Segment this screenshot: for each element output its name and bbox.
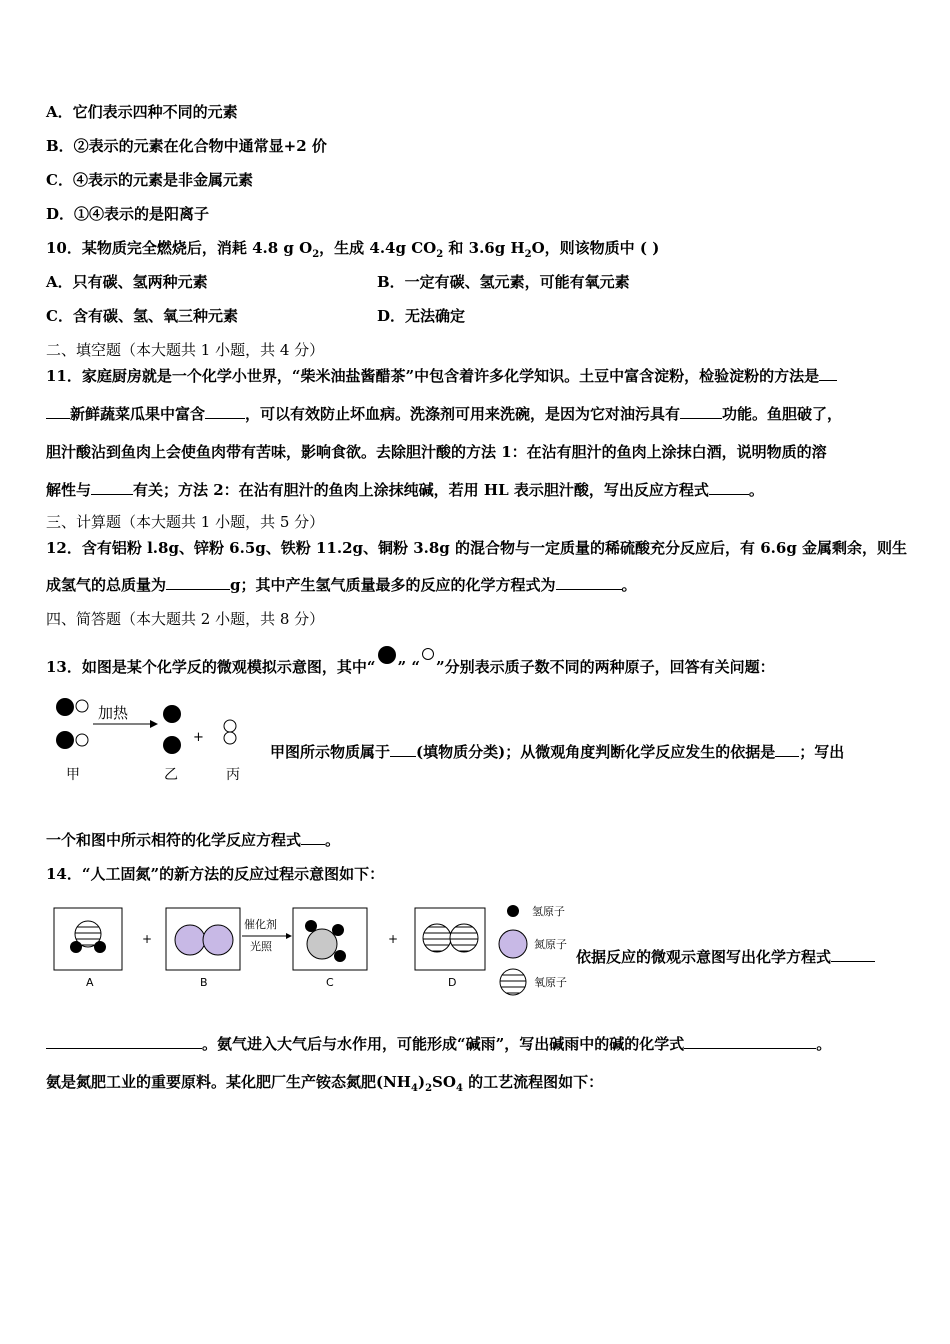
legend-oxygen: 氧原子 [534,976,567,989]
box-b [166,908,240,970]
q14-reaction-diagram [48,900,578,1000]
q14-line-2: 依据反应的微观示意图写出化学方程式 [576,947,875,967]
legend [499,904,567,995]
box-a [54,908,122,970]
q13-line-1: 13．如图是某个化学反的微观模拟示意图，其中“ ” “ ”分别表示质子数不同的两种原子，回答有关问题： [46,646,775,677]
plus-1: + [142,932,153,946]
q10-option-b: B．一定有碳、氢元素，可能有氧元素 [377,273,630,291]
legend-oxygen-icon [500,969,526,995]
box-d [415,908,485,970]
label-c: C [326,976,334,989]
q11-line-1: 11．家庭厨房就是一个化学小世界，“柴米油盐酱醋茶”中包含着许多化学知识。土豆中富含淀粉，检验淀粉的方法是 [46,366,837,386]
q10-option-d: D．无法确定 [377,307,466,325]
q11-line-4: 解性与 有关；方法 2：在沾有胆汁的鱼肉上涂抹纯碱，若用 HL 表示胆汁酸，写出反应方程式 。 [46,481,764,499]
atom-yi-2 [163,736,181,754]
section-heading-short-answer: 四、简答题（本大题共 2 小题，共 8 分） [46,610,325,628]
molecule-jia-2 [56,731,88,749]
atom-yi-1 [163,705,181,723]
label-d: D [448,976,457,989]
black-atom-icon [378,646,396,664]
white-atom-icon [422,648,434,660]
catalyst-label: 催化剂 [244,918,277,931]
molecule-jia-1 [56,698,88,716]
label-bing: 丙 [226,767,240,783]
legend-hydrogen-icon [507,905,519,917]
legend-nitrogen-icon [499,930,527,958]
q12-line-1: 12．含有铝粉 l.8g、锌粉 6.5g、铁粉 11.2g、铜粉 3.8g 的混合物与一定质量的稀硫酸充分反应后，有 6.6g 金属剩余，则生 [46,539,908,557]
q13-line-2: 甲图所示物质属于 (填物质分类)；从微观角度判断化学反应发生的依据是 ；写出 [270,743,845,761]
q11-line-2: 新鲜蔬菜瓜果中富含 ，可以有效防止坏血病。洗涤剂可用来洗碗，是因为它对油污具有 功能。鱼胆破了， [46,404,842,424]
label-jia: 甲 [66,767,80,783]
q13-line-3: 一个和图中所示相符的化学反应方程式 。 [46,831,341,849]
q14-line-3: 。氨气进入大气后与水作用，可能形成“碱雨”，写出碱雨中的碱的化学式 。 [46,1034,831,1054]
label-yi: 乙 [164,767,178,783]
q10-stem: 10．某物质完全燃烧后，消耗 4.8 g $O_2$，生成 4.4g $CO_2$ 和 3.6g $H_2O$，则该物质中 ( ) [46,239,660,260]
legend-hydrogen: 氢原子 [532,905,565,918]
arrow-label-heat: 加热 [98,704,129,722]
q11-line-3: 胆汁酸沾到鱼肉上会使鱼肉带有苦味，影响食欲。去除胆汁酸的方法 1：在沾有胆汁的鱼肉上涂抹白酒，说明物质的溶 [46,443,827,461]
q9-option-a: A．它们表示四种不同的元素 [46,103,238,121]
q14-line-4: 氨是氮肥工业的重要原料。某化肥厂生产铵态氮肥$(NH_4)_2SO_4$ 的工艺流程图如下： [46,1073,604,1094]
light-label: 光照 [250,940,272,953]
q12-line-2: 成氢气的总质量为 g；其中产生氢气质量最多的反应的化学方程式为 。 [46,576,637,594]
label-b: B [200,976,208,989]
molecule-bing [224,720,236,744]
plus-2: + [388,932,399,946]
legend-nitrogen: 氮原子 [534,938,567,951]
plus-sign: + [193,730,204,745]
q14-line-1: 14．“人工固氮”的新方法的反应过程示意图如下： [46,865,385,883]
label-a: A [86,976,94,989]
q9-option-d: D．①④表示的是阳离子 [46,205,210,223]
q9-option-c: C．④表示的元素是非金属元素 [46,171,253,189]
q9-option-b: B．②表示的元素在化合物中通常显+2 价 [46,137,327,155]
q10-option-c: C．含有碳、氢、氧三种元素 [46,307,238,325]
box-c [293,908,367,970]
q13-reaction-diagram [48,690,258,790]
q10-option-a: A．只有碳、氢两种元素 [46,273,208,291]
section-heading-fill-blank: 二、填空题（本大题共 1 小题，共 4 分） [46,341,325,359]
section-heading-calculation: 三、计算题（本大题共 1 小题，共 5 分） [46,513,325,531]
